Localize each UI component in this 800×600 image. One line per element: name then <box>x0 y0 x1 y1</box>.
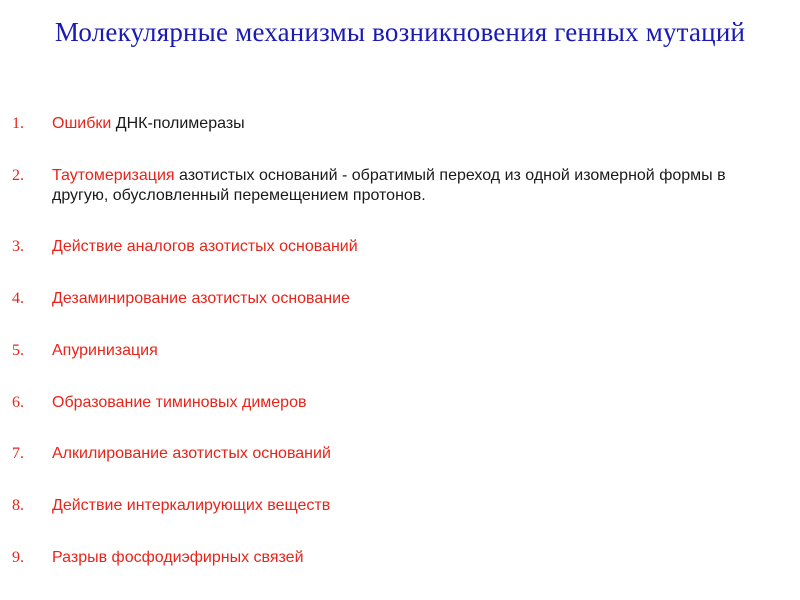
list-item-red-text: Действие интеркалирующих веществ <box>52 497 331 514</box>
list-item-number: 5. <box>12 342 24 359</box>
list-item-text <box>52 289 742 309</box>
list-item-black-text: ДНК-полимеразы <box>111 115 245 132</box>
list-item-text <box>52 548 742 568</box>
list-item-red-text: Разрыв фосфодиэфирных связей <box>52 549 304 566</box>
list-item-red-text: Апуринизация <box>52 342 158 359</box>
list-item-number: 8. <box>12 497 24 514</box>
list-item-text <box>52 166 742 206</box>
list-item-number: 3. <box>12 238 24 255</box>
list-item-black-text: азотистых оснований - обратимый переход из одной изомерной формы в другую, обусловленный перемещением протонов. <box>52 167 726 204</box>
list-item-red-text: Дезаминирование азотистых основание <box>52 290 350 307</box>
list-item-text <box>52 496 742 516</box>
list-item-red-text: Алкилирование азотистых оснований <box>52 445 331 462</box>
list-item-red-text: Действие аналогов азотистых оснований <box>52 238 358 255</box>
list-item-text <box>52 393 742 413</box>
list-item-red-text: Ошибки <box>52 115 112 132</box>
list-item-text <box>52 444 742 464</box>
list-item-number: 7. <box>12 445 24 462</box>
list-item-red-text: Таутомеризация <box>52 167 175 184</box>
list-item-number: 4. <box>12 290 24 307</box>
list-item-red-text: Образование тиминовых димеров <box>52 394 307 411</box>
list-item-number: 2. <box>12 167 24 184</box>
list-item-number: 6. <box>12 394 24 411</box>
list-item-number: 9. <box>12 549 24 566</box>
list-item-number: 1. <box>12 115 24 132</box>
list-item-text <box>52 341 742 361</box>
list-item-text <box>52 237 742 257</box>
list-item-text <box>52 114 742 134</box>
slide-title: Молекулярные механизмы возникновения генных мутаций <box>54 17 746 47</box>
